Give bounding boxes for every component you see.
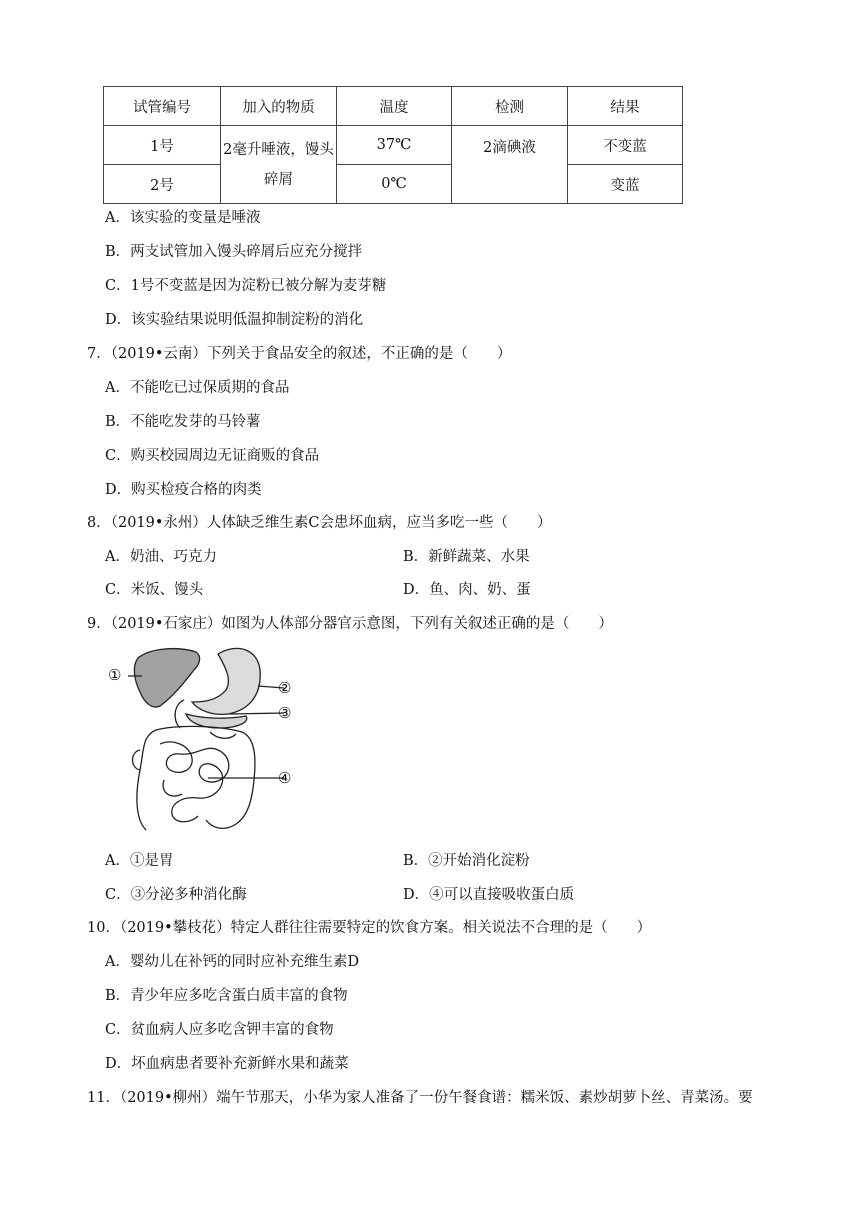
diagram-label-1: ① (108, 666, 122, 684)
table-cell-temp: 37℃ (337, 126, 452, 165)
q10-stem: 10．（2019•攀枝花）特定人群往往需要特定的饮食方案。相关说法不合理的是（ ） (87, 920, 652, 936)
substance-line-1: 2毫升唾液，馒头 (223, 141, 334, 158)
q8-option-c: C．米饭、馒头 (105, 582, 204, 598)
table-header-cell: 检测 (452, 87, 568, 126)
q10-option-a: A．婴幼儿在补钙的同时应补充维生素D (105, 954, 360, 970)
liver-shape (134, 649, 199, 707)
q7-option-b: B．不能吃发芽的马铃薯 (105, 414, 261, 430)
q7-option-c: C．购买校园周边无证商贩的食品 (105, 448, 320, 464)
table-cell-detect: 2滴碘液 (452, 126, 568, 204)
table-header-row (104, 87, 683, 126)
substance-line-2: 碎屑 (264, 171, 293, 188)
table-cell-temp: 0℃ (337, 165, 452, 204)
q6-option-d: D．该实验结果说明低温抑制淀粉的消化 (105, 312, 364, 328)
experiment-table (103, 86, 683, 204)
table-cell-substance (221, 126, 337, 204)
q9-option-b: B．②开始消化淀粉 (403, 853, 530, 869)
table-cell-tube: 1号 (104, 126, 221, 165)
diagram-label-3: ③ (278, 704, 292, 722)
q7-option-a: A．不能吃已过保质期的食品 (105, 380, 290, 396)
q11-stem: 11．（2019•柳州）端午节那天，小华为家人准备了一份午餐食谱：糯米饭、素炒胡萝卜丝、青菜汤。要 (87, 1090, 753, 1106)
stomach-shape (192, 648, 260, 714)
q6-option-a: A．该实验的变量是唾液 (105, 210, 261, 226)
q8-option-a: A．奶油、巧克力 (105, 549, 217, 565)
table-header-cell: 试管编号 (104, 87, 221, 126)
q9-option-a: A．①是胃 (105, 853, 174, 869)
q7-stem: 7．（2019•云南）下列关于食品安全的叙述，不正确的是（ ） (87, 346, 512, 362)
table-cell-result: 变蓝 (568, 165, 683, 204)
diagram-label-2: ② (278, 679, 292, 697)
diagram-label-4: ④ (278, 769, 292, 787)
q9-option-c: C．③分泌多种消化酶 (105, 887, 247, 903)
table-row (104, 126, 683, 165)
q10-option-d: D．坏血病患者要补充新鲜水果和蔬菜 (105, 1056, 349, 1072)
q8-option-b: B．新鲜蔬菜、水果 (403, 549, 530, 565)
q8-stem: 8．（2019•永州）人体缺乏维生素C会患坏血病，应当多吃一些（ ） (87, 515, 552, 531)
table-header-cell: 加入的物质 (221, 87, 337, 126)
q7-option-d: D．购买检疫合格的肉类 (105, 482, 262, 498)
table-header-cell: 结果 (568, 87, 683, 126)
q8-option-d: D．鱼、肉、奶、蛋 (403, 582, 531, 598)
q10-option-b: B．青少年应多吃含蛋白质丰富的食物 (105, 988, 348, 1004)
q9-option-d: D．④可以直接吸收蛋白质 (403, 887, 575, 903)
table-row (104, 165, 683, 204)
table-cell-result: 不变蓝 (568, 126, 683, 165)
q6-option-c: C．1号不变蓝是因为淀粉已被分解为麦芽糖 (105, 278, 387, 294)
q9-stem: 9．（2019•石家庄）如图为人体部分器官示意图，下列有关叙述正确的是（ ） (87, 616, 613, 632)
table-header-cell: 温度 (337, 87, 452, 126)
small-intestine-shape (160, 742, 229, 822)
q10-option-c: C．贫血病人应多吃含钾丰富的食物 (105, 1022, 334, 1038)
digestive-organs-diagram (100, 640, 310, 840)
q6-option-b: B．两支试管加入馒头碎屑后应充分搅拌 (105, 244, 363, 260)
table-cell-tube: 2号 (104, 165, 221, 204)
